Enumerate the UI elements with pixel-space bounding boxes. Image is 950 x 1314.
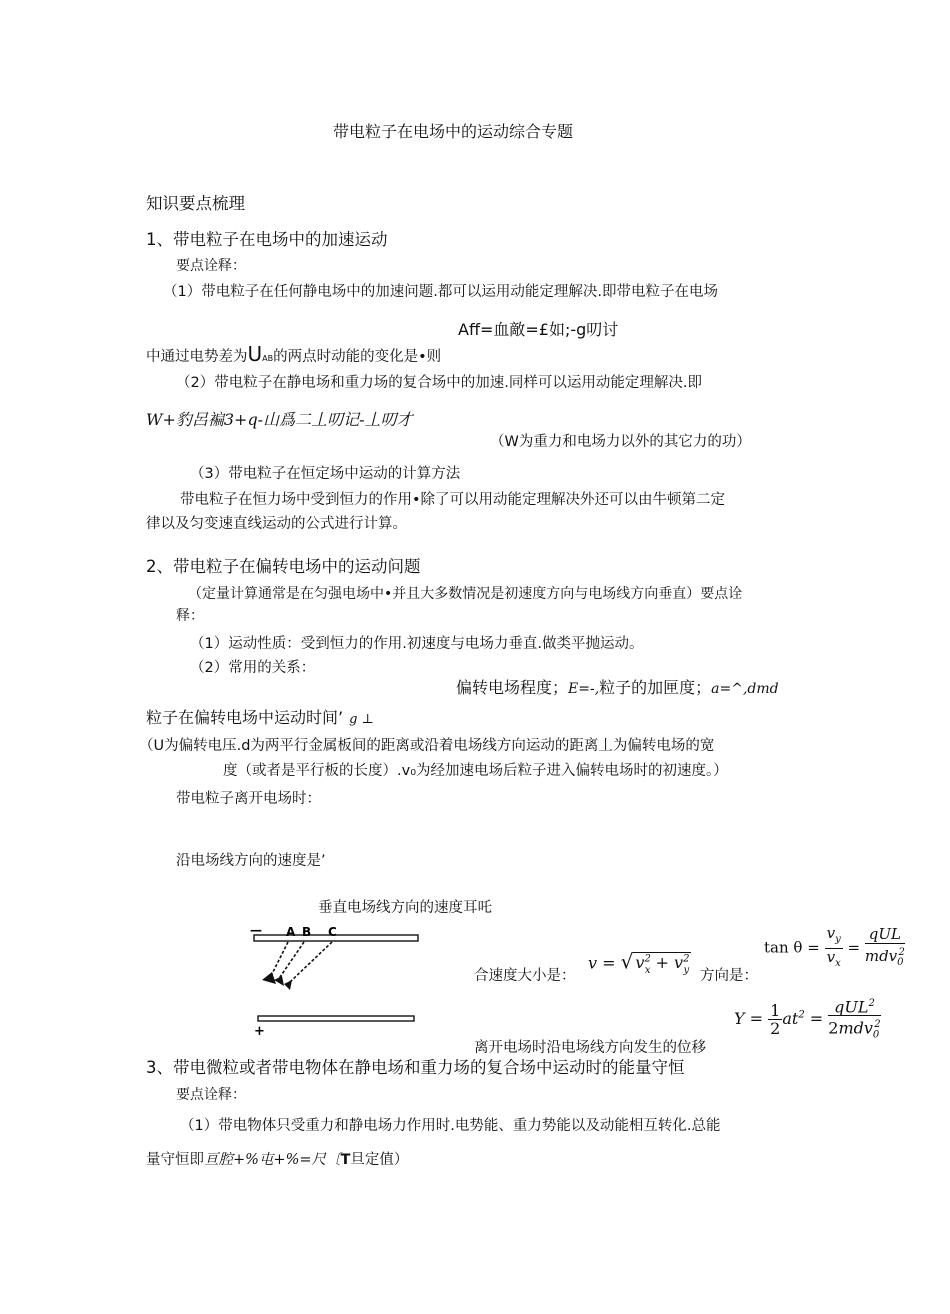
section3-heading: 3、带电微粒或者带电物体在静电场和重力场的复合场中运动时的能量守恒	[146, 1058, 685, 1077]
section2-note-b: 度（或者是平行板的长度）.v₀为经加速电场后粒子进入偏转电场时的初速度。）	[223, 763, 728, 779]
section1-p1b-sub: AB	[262, 354, 274, 363]
section3-p1b-pre: 量守恒即	[146, 1152, 204, 1168]
time-formula: g ⊥	[349, 712, 374, 727]
section1-p2: （2）带电粒子在静电场和重力场的复合场中的加速.同样可以运用动能定理解决.即	[176, 375, 702, 391]
section2-formula-line	[456, 678, 779, 699]
displacement-formula: Y = $\frac{1}{2}$ $at^2$ = $\frac{qUL^2}{2mdv_0^2}$	[734, 995, 881, 1044]
field-strength-label: 偏转电场程度；	[456, 678, 569, 697]
section1-points-label: 要点诠释：	[176, 258, 246, 274]
section3-p1b	[146, 1150, 408, 1170]
resultant-label: 合速度大小是：	[474, 968, 576, 984]
section2-n2: （2）常用的关系：	[190, 660, 316, 676]
section1-p1: （1）带电粒子在任何静电场中的加速问题.都可以运用动能定理解决.即带电粒子在电场	[163, 284, 718, 300]
section2-intro-a: （定量计算通常是在匀强电场中•并且大多数情况是初速度方向与电场线方向垂直）要点诠	[188, 586, 743, 602]
section1-p1b-post: 的两点时动能的变化是•则	[273, 349, 442, 365]
section3-p1: （1）带电物体只受重力和静电场力作用时.电势能、重力势能以及动能相互转化.总能	[180, 1118, 721, 1134]
section1-heading: 1、带电粒子在电场中的加速运动	[146, 230, 388, 249]
section2-leave: 带电粒子离开电场时：	[176, 791, 321, 807]
energy-conservation-formula: 亘腔+%屯+%=尺〔	[204, 1152, 341, 1168]
section2-perp: 垂直电场线方向的速度耳吒	[318, 900, 492, 916]
section2-time-line	[146, 708, 374, 730]
label-a: A	[286, 925, 296, 939]
section2-intro-b: 释：	[176, 608, 204, 624]
acceleration-label: 粒子的加匣度；	[599, 678, 712, 697]
section2-along: 沿电场线方向的速度是’	[176, 853, 326, 869]
label-c: C	[328, 925, 337, 939]
overview-heading: 知识要点梳理	[146, 194, 245, 213]
label-b: B	[302, 925, 312, 939]
section1-w-note: （W为重力和电场力以外的其它力的功）	[490, 434, 751, 450]
page-title: 带电粒子在电场中的运动综合专题	[333, 122, 574, 141]
section1-p1b	[146, 344, 441, 369]
resultant-velocity-formula: v = √ $v^2_x + v^2_y$	[588, 949, 690, 976]
section1-garbled-formula-1: Aff=血敵=£如;-g叨讨	[458, 320, 619, 339]
section2-note-a: （U为偏转电压.d为两平行金属板间的距离或沿着电场线方向运动的距离丄为偏转电场的宽	[139, 738, 715, 754]
displacement-label: 离开电场时沿电场线方向发生的位移	[474, 1040, 706, 1056]
section1-garbled-formula-2: W+豹呂褊3+q-山爲二丄叨记-丄叨才	[146, 410, 413, 429]
field-strength-formula: E=-,	[568, 681, 600, 697]
section1-p1b-pre: 中通过电势差为	[146, 349, 248, 365]
section1-p1b-u: U	[247, 342, 263, 366]
section3-points-label: 要点诠释：	[176, 1087, 246, 1103]
minus-sign: —	[250, 923, 262, 937]
section2-n1: （1）运动性质：受到恒力的作用.初速度与电场力垂直.做类平抛运动。	[190, 636, 644, 652]
deflection-diagram	[248, 918, 438, 1040]
plus-sign: +	[254, 1024, 265, 1039]
section1-p3a: 带电粒子在恒力场中受到恒力的作用•除了可以用动能定理解决外还可以由牛顿第二定	[180, 492, 726, 508]
section1-p3: （3）带电粒子在恒定场中运动的计算方法	[190, 466, 461, 482]
direction-label: 方向是：	[700, 968, 758, 984]
section2-heading: 2、带电粒子在偏转电场中的运动问题	[146, 557, 421, 576]
direction-formula: tan θ = $\frac{v_y}{v_x}$ = $\frac{\text{qUL}}{mdv_0^2}$	[764, 924, 905, 969]
section3-p1b-t: T	[340, 1152, 351, 1168]
section1-p3b: 律以及匀变速直线运动的公式进行计算。	[146, 516, 407, 532]
section3-p1b-post: 旦定值）	[350, 1152, 409, 1168]
acceleration-formula: a=^,dmd	[711, 681, 779, 697]
time-label: 粒子在偏转电场中运动时间’	[146, 708, 344, 727]
